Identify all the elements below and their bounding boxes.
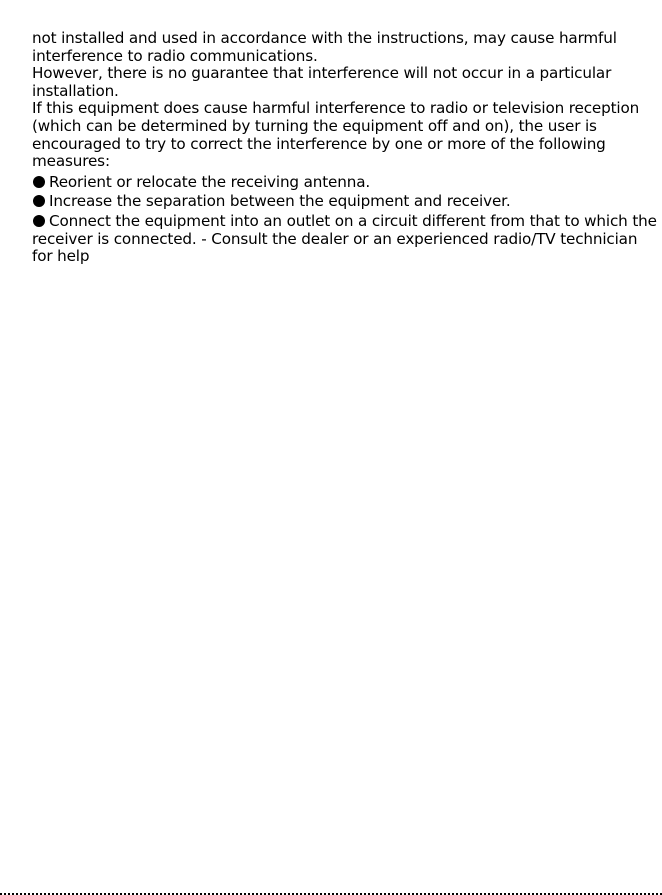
measure-text: Connect the equipment into an outlet on a circuit different from that to which the receiver is connected. - Consult the dealer or an experienced radio/TV technician for help <box>32 211 657 266</box>
list-item <box>32 174 657 192</box>
bullet-icon <box>33 215 45 227</box>
measure-text: Increase the separation between the equipment and receiver. <box>49 192 511 211</box>
paragraph-no-guarantee: However, there is no guarantee that interference will not occur in a particular installation. <box>32 64 612 100</box>
paragraph-interference-intro: not installed and used in accordance with the instructions, may cause harmful interference to radio communications. <box>32 29 617 65</box>
fcc-statement <box>32 30 657 266</box>
paragraph-corrective-measures: If this equipment does cause harmful interference to radio or television reception (which can be determined by turning the equipment off and on), the user is encouraged to try to correct the interference by one or more of the following measures: <box>32 99 640 171</box>
list-item <box>32 193 657 211</box>
bullet-icon <box>33 195 45 207</box>
measure-text: Reorient or relocate the receiving antenna. <box>49 172 371 191</box>
measures-list <box>32 174 657 266</box>
list-item <box>32 213 657 266</box>
bullet-icon <box>33 176 45 188</box>
